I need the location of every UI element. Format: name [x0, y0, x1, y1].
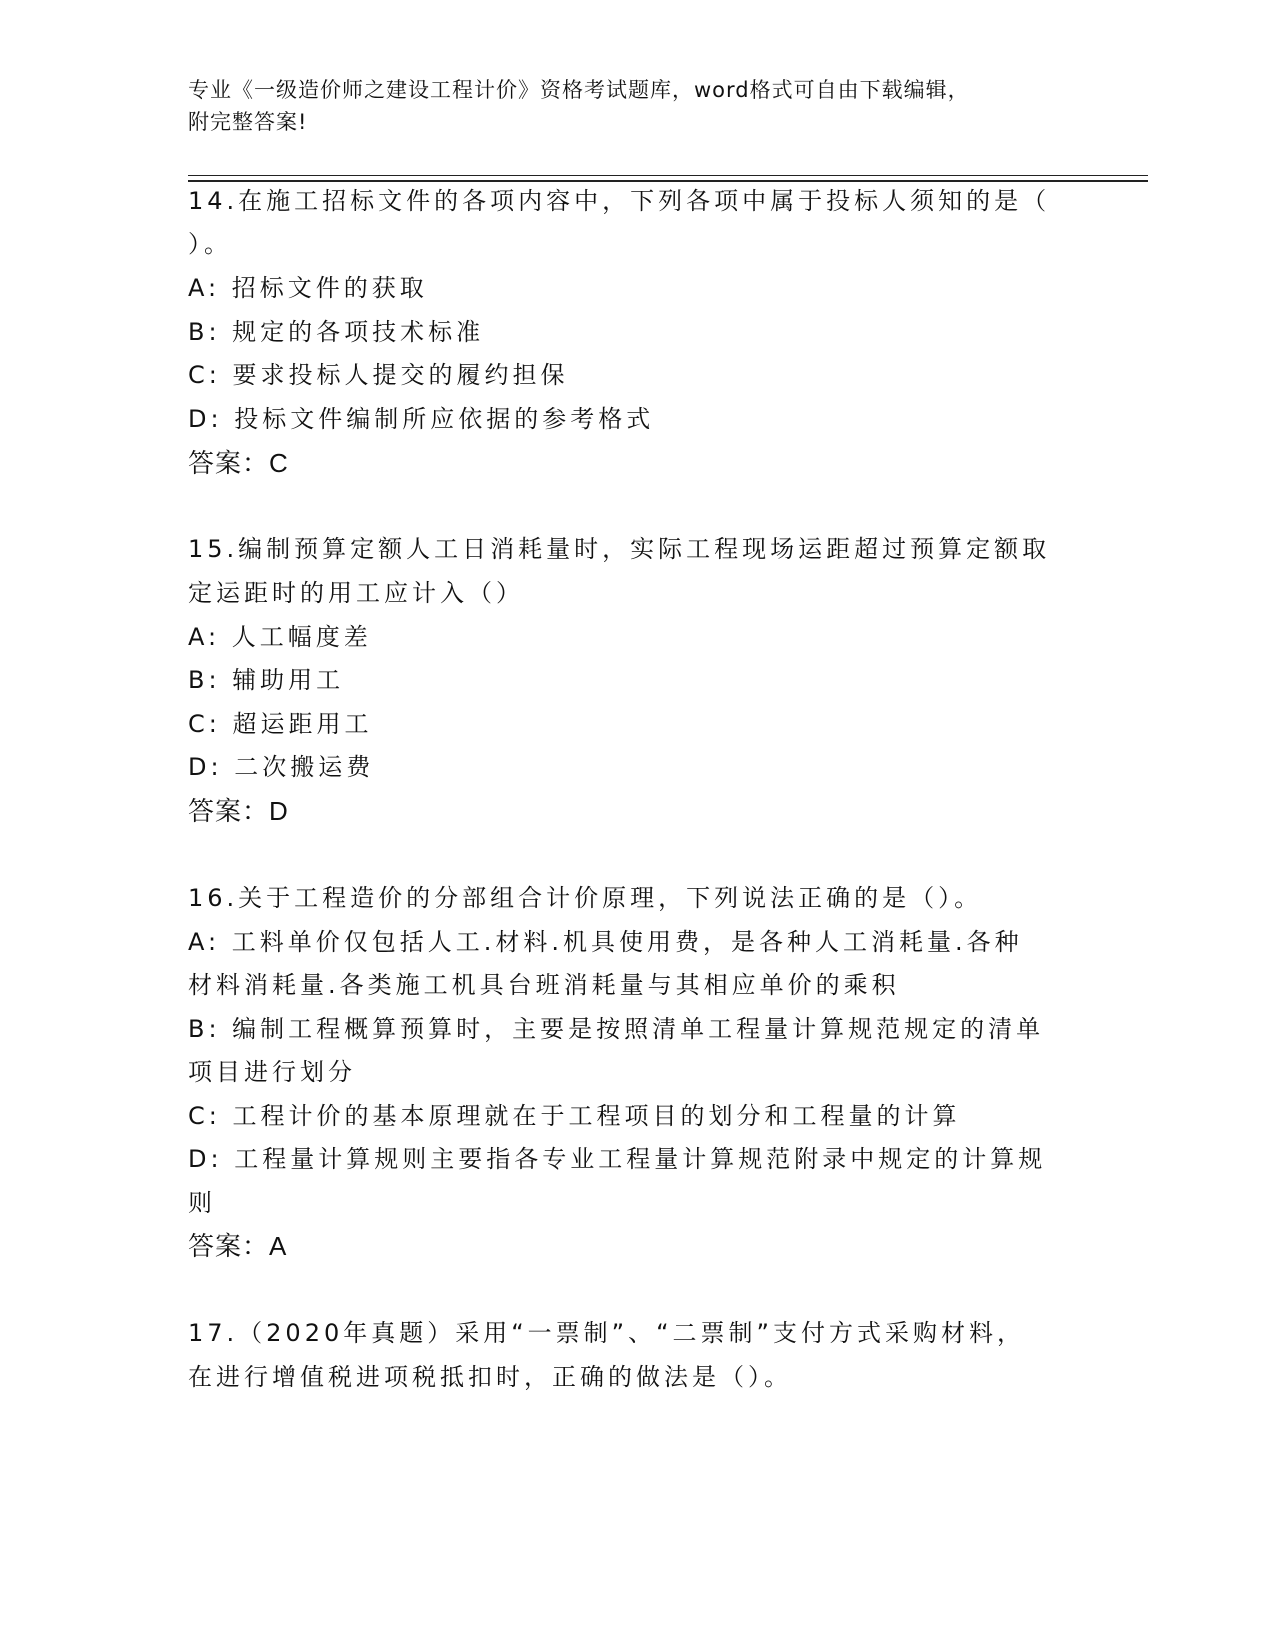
question-15-answer: 答案：D	[188, 796, 289, 826]
question-17-stem-line-2: 在进行增值税进项税抵扣时，正确的做法是（）。	[188, 1363, 792, 1391]
header-divider-thin	[188, 175, 1148, 176]
question-17-stem-line-1: 17.（2020年真题）采用“一票制”、“二票制”支付方式采购材料，	[188, 1319, 1025, 1347]
header-line-1: 专业《一级造价师之建设工程计价》资格考试题库，word格式可自由下载编辑，	[188, 78, 970, 102]
question-16-option-b-line-2: 项目进行划分	[188, 1058, 356, 1086]
question-16-option-a-line-1: A: 工料单价仅包括人工.材料.机具使用费，是各种人工消耗量.各种	[188, 928, 1023, 956]
document-header	[188, 74, 1068, 138]
question-16-option-b-line-1: B: 编制工程概算预算时，主要是按照清单工程量计算规范规定的清单	[188, 1015, 1045, 1043]
question-14-option-b: B: 规定的各项技术标准	[188, 318, 485, 346]
question-16-option-a-line-2: 材料消耗量.各类施工机具台班消耗量与其相应单价的乘积	[188, 971, 900, 999]
question-15-option-b: B: 辅助用工	[188, 666, 345, 694]
question-15-stem-line-2: 定运距时的用工应计入（）	[188, 579, 524, 607]
question-14-answer: 答案：C	[188, 448, 289, 478]
question-14-option-d: D: 投标文件编制所应依据的参考格式	[188, 405, 655, 433]
header-line-2: 附完整答案!	[188, 110, 308, 134]
question-15-option-d: D: 二次搬运费	[188, 753, 375, 781]
question-15-option-c: C: 超运距用工	[188, 710, 373, 738]
question-16-stem-line-1: 16.关于工程造价的分部组合计价原理，下列说法正确的是（）。	[188, 884, 983, 912]
question-16-option-d-line-2: 则	[188, 1189, 216, 1217]
question-16-option-c: C: 工程计价的基本原理就在于工程项目的划分和工程量的计算	[188, 1102, 961, 1130]
question-15-option-a: A: 人工幅度差	[188, 623, 372, 651]
question-14-stem-line-1: 14.在施工招标文件的各项内容中，下列各项中属于投标人须知的是（	[188, 187, 1051, 215]
question-16-option-d-line-1: D: 工程量计算规则主要指各专业工程量计算规范附录中规定的计算规	[188, 1145, 1047, 1173]
question-14-option-a: A: 招标文件的获取	[188, 274, 428, 302]
header-divider-thick	[188, 180, 1148, 182]
question-14-stem-line-2: ）。	[188, 230, 232, 258]
question-15-stem-line-1: 15.编制预算定额人工日消耗量时，实际工程现场运距超过预算定额取	[188, 535, 1051, 563]
question-14-option-c: C: 要求投标人提交的履约担保	[188, 361, 569, 389]
question-16-answer: 答案：A	[188, 1231, 288, 1261]
